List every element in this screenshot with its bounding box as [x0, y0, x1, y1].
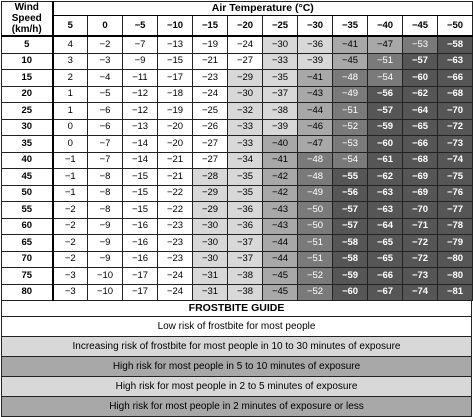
wind-chill-cell: −60 — [403, 70, 438, 87]
wind-chill-cell: −7 — [88, 152, 123, 169]
wind-chill-cell: −33 — [228, 119, 263, 136]
wind-chill-cell: −59 — [368, 119, 403, 136]
wind-chill-cell: −4 — [88, 70, 123, 87]
wind-chill-cell: −1 — [53, 152, 88, 169]
wind-chill-cell: −24 — [158, 284, 193, 301]
wind-chill-cell: −22 — [158, 202, 193, 219]
wind-chill-cell: −43 — [263, 218, 298, 235]
wind-chill-cell: −2 — [53, 235, 88, 252]
wind-chill-cell: −1 — [53, 169, 88, 186]
wind-chill-cell: −16 — [123, 251, 158, 268]
wind-chill-cell: −63 — [368, 202, 403, 219]
wind-speed-value: 10 — [2, 53, 53, 70]
wind-chill-cell: −57 — [403, 53, 438, 70]
wind-chill-cell: −23 — [158, 251, 193, 268]
wind-chill-cell: −27 — [193, 136, 228, 153]
wind-chill-cell: −39 — [263, 119, 298, 136]
wind-chill-cell: −38 — [263, 103, 298, 120]
table-row — [2, 202, 473, 219]
wind-chill-cell: −59 — [333, 268, 368, 285]
table-row — [2, 218, 473, 235]
table-row — [2, 185, 473, 202]
wind-chill-cell: −57 — [368, 103, 403, 120]
wind-speed-value: 35 — [2, 136, 53, 153]
wind-chill-cell: −51 — [368, 53, 403, 70]
wind-chill-cell: −57 — [333, 202, 368, 219]
wind-speed-value: 25 — [2, 103, 53, 120]
wind-chill-cell: −66 — [403, 136, 438, 153]
wind-chill-cell: −54 — [368, 70, 403, 87]
wind-speed-value: 40 — [2, 152, 53, 169]
wind-chill-cell: −48 — [298, 169, 333, 186]
wind-chill-cell: −6 — [88, 119, 123, 136]
wind-chill-cell: −63 — [368, 185, 403, 202]
wind-chill-cell: −38 — [228, 268, 263, 285]
wind-chill-cell: −50 — [298, 218, 333, 235]
wind-chill-cell: −66 — [438, 70, 473, 87]
temperature-header: −35 — [333, 16, 368, 36]
wind-chill-cell: −56 — [333, 185, 368, 202]
wind-speed-value: 65 — [2, 235, 53, 252]
air-temperature-title: Air Temperature (°C) — [53, 2, 473, 16]
wind-chill-cell: −21 — [158, 152, 193, 169]
wind-chill-cell: −63 — [438, 53, 473, 70]
wind-chill-cell: −48 — [333, 70, 368, 87]
wind-chill-cell: −72 — [438, 119, 473, 136]
wind-chill-cell: −10 — [88, 284, 123, 301]
table-row — [2, 86, 473, 103]
wind-chill-cell: −11 — [123, 70, 158, 87]
wind-chill-cell: −13 — [123, 119, 158, 136]
wind-chill-cell: −51 — [333, 103, 368, 120]
wind-chill-cell: −23 — [158, 235, 193, 252]
wind-chill-cell: −37 — [263, 86, 298, 103]
wind-chill-cell: −9 — [88, 218, 123, 235]
table-row — [2, 268, 473, 285]
wind-chill-cell: −30 — [263, 36, 298, 53]
wind-chill-cell: −72 — [403, 235, 438, 252]
wind-chill-cell: −35 — [228, 185, 263, 202]
wind-chill-cell: −58 — [333, 251, 368, 268]
wind-chill-cell: −43 — [298, 86, 333, 103]
wind-chill-cell: −27 — [193, 152, 228, 169]
wind-chill-cell: −8 — [88, 169, 123, 186]
wind-chill-cell: −15 — [123, 185, 158, 202]
wind-chill-cell: −68 — [438, 86, 473, 103]
wind-chill-cell: −24 — [228, 36, 263, 53]
wind-chill-cell: −50 — [298, 202, 333, 219]
wind-chill-cell: −3 — [88, 53, 123, 70]
wind-chill-cell: −53 — [333, 136, 368, 153]
wind-chill-cell: −79 — [438, 235, 473, 252]
temperature-header: −50 — [438, 16, 473, 36]
wind-chill-cell: −42 — [263, 169, 298, 186]
wind-chill-cell: −70 — [403, 202, 438, 219]
wind-chill-cell: −43 — [263, 202, 298, 219]
wind-chill-cell: −15 — [123, 169, 158, 186]
wind-chill-cell: −62 — [403, 86, 438, 103]
wind-speed-value: 55 — [2, 202, 53, 219]
wind-chill-cell: 1 — [53, 103, 88, 120]
table-row — [2, 152, 473, 169]
wind-chill-cell: −14 — [123, 152, 158, 169]
wind-speed-value: 60 — [2, 218, 53, 235]
wind-chill-cell: −44 — [263, 235, 298, 252]
wind-chill-cell: −69 — [403, 169, 438, 186]
wind-chill-cell: −6 — [88, 103, 123, 120]
wind-chill-cell: −24 — [193, 86, 228, 103]
wind-chill-cell: −20 — [158, 119, 193, 136]
wind-speed-label: Wind Speed (km/h) — [2, 2, 53, 37]
wind-chill-cell: −49 — [333, 86, 368, 103]
wind-speed-value: 30 — [2, 119, 53, 136]
wind-chill-cell: −19 — [158, 103, 193, 120]
wind-chill-cell: −60 — [333, 284, 368, 301]
wind-chill-cell: −29 — [193, 185, 228, 202]
frostbite-guide-level: Low risk of frostbite for most people — [1, 316, 472, 337]
wind-chill-cell: −35 — [263, 70, 298, 87]
wind-chill-cell: −68 — [403, 152, 438, 169]
wind-chill-cell: −21 — [158, 169, 193, 186]
wind-chill-cell: −3 — [53, 284, 88, 301]
wind-chill-cell: −73 — [403, 268, 438, 285]
wind-chill-cell: −49 — [298, 185, 333, 202]
wind-chill-cell: −66 — [368, 268, 403, 285]
table-row — [2, 36, 473, 53]
wind-chill-cell: −52 — [298, 268, 333, 285]
wind-chill-cell: −26 — [193, 119, 228, 136]
wind-chill-cell: −52 — [298, 284, 333, 301]
wind-chill-cell: −8 — [88, 202, 123, 219]
wind-chill-cell: −36 — [228, 218, 263, 235]
wind-chill-cell: −47 — [368, 36, 403, 53]
wind-chill-cell: −47 — [298, 136, 333, 153]
wind-chill-cell: −31 — [193, 268, 228, 285]
temperature-header: −15 — [193, 16, 228, 36]
temperature-header: 0 — [88, 16, 123, 36]
wind-speed-value: 50 — [2, 185, 53, 202]
wind-chill-cell: −36 — [298, 36, 333, 53]
wind-chill-cell: −69 — [403, 185, 438, 202]
wind-chill-cell: −80 — [438, 251, 473, 268]
wind-chill-cell: −12 — [123, 103, 158, 120]
wind-chill-cell: −55 — [333, 169, 368, 186]
wind-chill-cell: −28 — [193, 169, 228, 186]
wind-chill-cell: −29 — [193, 202, 228, 219]
wind-chill-cell: −53 — [403, 36, 438, 53]
wind-chill-body — [2, 36, 473, 301]
wind-chill-cell: −41 — [333, 36, 368, 53]
frostbite-guide — [1, 316, 472, 417]
wind-chill-cell: −45 — [263, 268, 298, 285]
wind-chill-cell: −8 — [88, 185, 123, 202]
wind-chill-cell: −9 — [88, 251, 123, 268]
wind-chill-cell: −2 — [53, 218, 88, 235]
wind-chill-cell: −60 — [368, 136, 403, 153]
wind-chill-cell: −31 — [193, 284, 228, 301]
wind-chill-cell: −33 — [228, 136, 263, 153]
wind-chill-cell: −16 — [123, 218, 158, 235]
wind-chill-cell: −7 — [88, 136, 123, 153]
wind-chill-cell: −3 — [53, 268, 88, 285]
wind-chill-cell: −12 — [123, 86, 158, 103]
wind-chill-cell: −70 — [438, 103, 473, 120]
wind-chill-cell: −15 — [158, 53, 193, 70]
wind-chill-cell: −25 — [193, 103, 228, 120]
wind-speed-value: 75 — [2, 268, 53, 285]
wind-chill-cell: −22 — [158, 185, 193, 202]
wind-chill-cell: −15 — [123, 202, 158, 219]
wind-chill-cell: −32 — [228, 103, 263, 120]
wind-chill-cell: −9 — [123, 53, 158, 70]
wind-chill-cell: −37 — [228, 251, 263, 268]
wind-chill-cell: −44 — [298, 103, 333, 120]
wind-chill-cell: −17 — [158, 70, 193, 87]
temperature-header: −45 — [403, 16, 438, 36]
wind-chill-table — [1, 1, 473, 301]
wind-chill-cell: 3 — [53, 53, 88, 70]
wind-chill-cell: 1 — [53, 86, 88, 103]
temperature-header: −5 — [123, 16, 158, 36]
wind-chill-cell: −73 — [438, 136, 473, 153]
wind-chill-cell: −65 — [403, 119, 438, 136]
table-row — [2, 136, 473, 153]
wind-chill-cell: −2 — [88, 36, 123, 53]
wind-chill-cell: −17 — [123, 284, 158, 301]
wind-chill-cell: −24 — [158, 268, 193, 285]
wind-chill-cell: −62 — [368, 169, 403, 186]
frostbite-guide-title: FROSTBITE GUIDE — [1, 301, 472, 316]
wind-chill-cell: −35 — [228, 169, 263, 186]
wind-chill-cell: −72 — [403, 251, 438, 268]
wind-chill-cell: −58 — [438, 36, 473, 53]
temperature-header: −25 — [263, 16, 298, 36]
table-row — [2, 53, 473, 70]
wind-chill-cell: −78 — [438, 218, 473, 235]
frostbite-guide-level: High risk for most people in 2 to 5 minutes of exposure — [1, 377, 472, 397]
table-row — [2, 284, 473, 301]
wind-chill-cell: −54 — [333, 152, 368, 169]
wind-chill-cell: −58 — [333, 235, 368, 252]
wind-chill-cell: −81 — [438, 284, 473, 301]
wind-chill-cell: −80 — [438, 268, 473, 285]
wind-chill-cell: −30 — [193, 235, 228, 252]
wind-chill-cell: −75 — [438, 169, 473, 186]
wind-chill-cell: −20 — [158, 136, 193, 153]
wind-chill-cell: −76 — [438, 185, 473, 202]
wind-speed-value: 5 — [2, 36, 53, 53]
wind-chill-cell: −29 — [228, 70, 263, 87]
wind-chill-cell: −1 — [53, 185, 88, 202]
table-row — [2, 235, 473, 252]
table-row — [2, 251, 473, 268]
wind-chill-cell: −67 — [368, 284, 403, 301]
wind-chill-cell: −30 — [193, 251, 228, 268]
wind-chill-cell: −36 — [228, 202, 263, 219]
wind-chill-cell: −18 — [158, 86, 193, 103]
wind-chill-cell: −51 — [298, 251, 333, 268]
wind-chill-cell: −2 — [53, 251, 88, 268]
wind-chill-cell: −61 — [368, 152, 403, 169]
temperature-header: −30 — [298, 16, 333, 36]
temperature-header: −10 — [158, 16, 193, 36]
wind-chill-cell: −30 — [228, 86, 263, 103]
wind-speed-value: 70 — [2, 251, 53, 268]
wind-chill-cell: −56 — [368, 86, 403, 103]
wind-chill-cell: −64 — [403, 103, 438, 120]
wind-chill-cell: −27 — [228, 53, 263, 70]
wind-chill-cell: −16 — [123, 235, 158, 252]
wind-chill-cell: −57 — [333, 218, 368, 235]
frostbite-guide-level: High risk for most people in 2 minutes of exposure or less — [1, 397, 472, 417]
wind-chill-cell: −65 — [368, 235, 403, 252]
wind-chill-cell: −7 — [123, 36, 158, 53]
wind-chill-cell: −77 — [438, 202, 473, 219]
wind-chill-cell: −13 — [158, 36, 193, 53]
wind-chill-cell: −42 — [263, 185, 298, 202]
wind-chill-cell: −74 — [438, 152, 473, 169]
wind-chill-cell: −51 — [298, 235, 333, 252]
frostbite-guide-level: High risk for most people in 5 to 10 minutes of exposure — [1, 357, 472, 377]
wind-chill-cell: −44 — [263, 251, 298, 268]
wind-chill-cell: −14 — [123, 136, 158, 153]
temperature-header-row — [2, 16, 473, 36]
wind-chill-cell: 0 — [53, 119, 88, 136]
wind-chill-cell: −48 — [298, 152, 333, 169]
wind-chill-cell: −23 — [193, 70, 228, 87]
wind-chill-cell: −5 — [88, 86, 123, 103]
wind-chill-chart — [1, 1, 472, 412]
wind-chill-cell: 2 — [53, 70, 88, 87]
wind-chill-cell: −71 — [403, 218, 438, 235]
wind-speed-value: 80 — [2, 284, 53, 301]
wind-chill-cell: −41 — [298, 70, 333, 87]
wind-chill-cell: −64 — [368, 218, 403, 235]
wind-chill-cell: −33 — [263, 53, 298, 70]
table-row — [2, 103, 473, 120]
wind-chill-cell: −19 — [193, 36, 228, 53]
wind-chill-cell: −45 — [263, 284, 298, 301]
wind-chill-cell: −52 — [333, 119, 368, 136]
wind-chill-cell: −40 — [263, 136, 298, 153]
wind-chill-cell: −23 — [158, 218, 193, 235]
wind-speed-value: 20 — [2, 86, 53, 103]
wind-chill-cell: −39 — [298, 53, 333, 70]
wind-chill-cell: −17 — [123, 268, 158, 285]
table-row — [2, 70, 473, 87]
temperature-header: 5 — [53, 16, 88, 36]
wind-chill-cell: −45 — [333, 53, 368, 70]
table-row — [2, 169, 473, 186]
temperature-header: −20 — [228, 16, 263, 36]
wind-chill-cell: 0 — [53, 136, 88, 153]
wind-chill-cell: −41 — [263, 152, 298, 169]
wind-chill-cell: 4 — [53, 36, 88, 53]
wind-chill-cell: −38 — [228, 284, 263, 301]
table-row — [2, 119, 473, 136]
wind-chill-cell: −10 — [88, 268, 123, 285]
wind-chill-cell: −65 — [368, 251, 403, 268]
wind-chill-cell: −9 — [88, 235, 123, 252]
wind-chill-cell: −34 — [228, 152, 263, 169]
wind-chill-cell: −74 — [403, 284, 438, 301]
wind-chill-cell: −46 — [298, 119, 333, 136]
wind-speed-value: 45 — [2, 169, 53, 186]
wind-chill-cell: −2 — [53, 202, 88, 219]
wind-chill-cell: −21 — [193, 53, 228, 70]
wind-speed-value: 15 — [2, 70, 53, 87]
frostbite-guide-level: Increasing risk of frostbite for most people in 10 to 30 minutes of exposure — [1, 337, 472, 357]
temperature-header: −40 — [368, 16, 403, 36]
wind-chill-cell: −37 — [228, 235, 263, 252]
wind-chill-cell: −30 — [193, 218, 228, 235]
